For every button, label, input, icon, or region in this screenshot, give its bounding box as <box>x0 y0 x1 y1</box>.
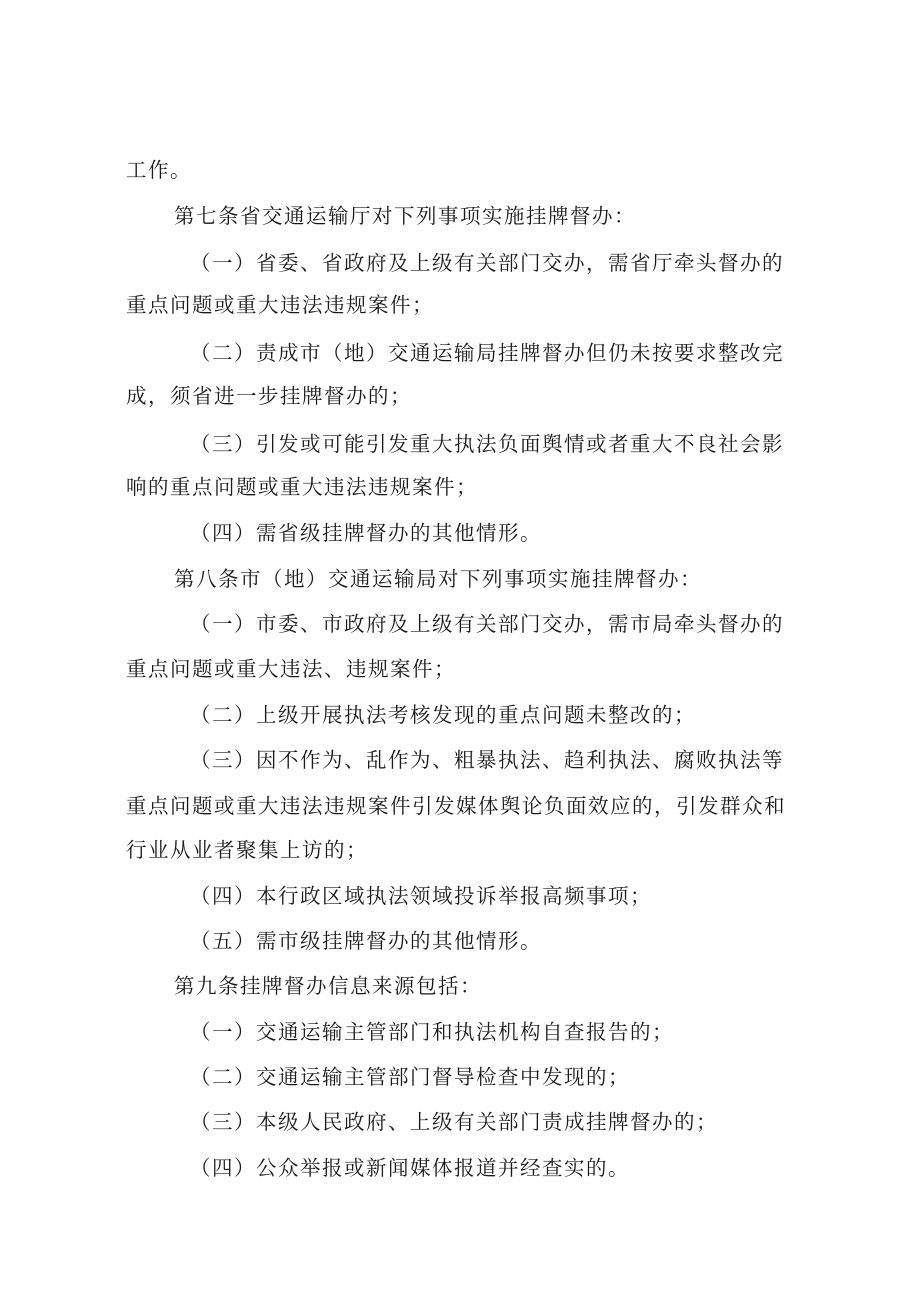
text-line: （二）上级开展执法考核发现的重点问题未整改的； <box>190 703 696 727</box>
text-line: （一）市委、市政府及上级有关部门交办，需市局牵头督办的 <box>190 612 784 636</box>
text-line: （二）责成市（地）交通运输局挂牌督办但仍未按要求整改完 <box>190 341 784 365</box>
text-line: （三）本级人民政府、上级有关部门责成挂牌督办的； <box>190 1110 718 1134</box>
text-line: （四）本行政区域执法领域投诉举报高频事项； <box>190 884 652 908</box>
text-line: （三）引发或可能引发重大执法负面舆情或者重大不良社会影 <box>190 432 784 456</box>
text-line: （一）交通运输主管部门和执法机构自查报告的； <box>190 1020 674 1044</box>
text-line: （二）交通运输主管部门督导检查中发现的； <box>190 1065 630 1089</box>
text-line: 工作。 <box>126 158 192 182</box>
article-heading-7: 第七条省交通运输厅对下列事项实施挂牌督办： <box>174 204 636 228</box>
text-line: （五）需市级挂牌督办的其他情形。 <box>190 929 542 953</box>
text-line: 成，须省进一步挂牌督办的； <box>126 384 412 408</box>
text-line: 响的重点问题或重大违法违规案件； <box>126 475 478 499</box>
text-line: 重点问题或重大违法、违规案件； <box>126 657 456 681</box>
text-line: （三）因不作为、乱作为、粗暴执法、趋利执法、腐败执法等 <box>190 748 784 772</box>
text-line: 行业从业者聚集上访的； <box>126 838 368 862</box>
article-heading-9: 第九条挂牌督办信息来源包括： <box>174 974 482 998</box>
text-line: （四）需省级挂牌督办的其他情形。 <box>190 521 542 545</box>
article-heading-8: 第八条市（地）交通运输局对下列事项实施挂牌督办： <box>174 567 702 591</box>
text-line: （一）省委、省政府及上级有关部门交办，需省厅牵头督办的 <box>190 251 784 275</box>
text-line: 重点问题或重大违法违规案件引发媒体舆论负面效应的，引发群众和 <box>126 794 786 818</box>
text-line: 重点问题或重大违法违规案件； <box>126 293 434 317</box>
text-line: （四）公众举报或新闻媒体报道并经查实的。 <box>190 1156 630 1180</box>
